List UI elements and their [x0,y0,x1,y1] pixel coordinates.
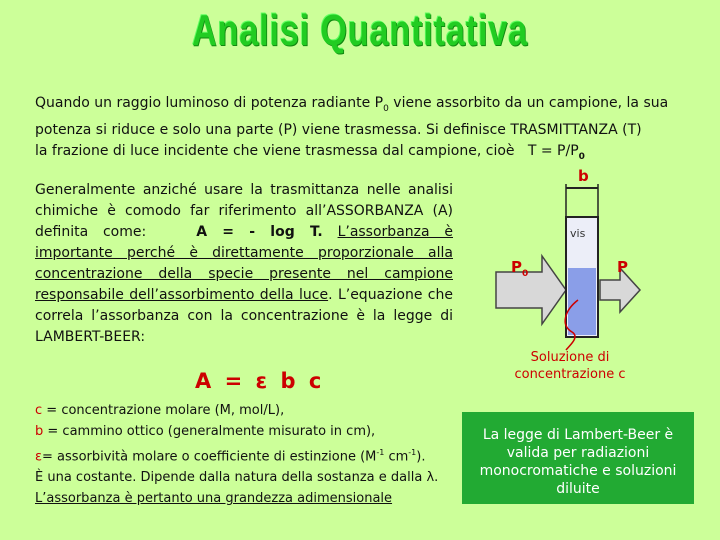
assorbanza-term: ASSORBANZA [326,203,424,219]
def-epsilon-text-b: cm [384,449,409,465]
incident-power-label [511,258,528,279]
transmitted-power-label: P [617,258,628,276]
page-title: Analisi Quantitativa [191,6,528,55]
def-epsilon-text-c: ). [416,449,426,465]
p3-text-a: L’equazione che correla l’assorbanza con la concentrazione è la legge di [35,287,453,324]
p1-text-a: Generalmente anziché usare la trasmittanza nelle analisi chimiche è comodo far riferimento all’ [35,182,453,219]
solution-label: Soluzione di concentrazione c [514,350,626,382]
incident-light-arrow [496,256,566,324]
proportionality-statement: L’assorbanza è importante perché è direttamente proporzionale alla concentrazione della specie presente nel campione responsabile dell’assorbimento della luce [35,224,453,303]
path-length-label: b [578,167,589,185]
intro-line1-b: viene assorbito da un campione, la sua [388,95,669,111]
def-c-symbol: c [35,403,43,418]
intro-line2-a: potenza si riduce e solo una parte (P) viene trasmessa. Si definisce [35,121,511,138]
lambert-beer-validity-box: La legge di Lambert-Beer è valida per radiazioni monocromatiche e soluzioni diluite [462,412,694,504]
def-epsilon-text-a: = assorbività molare o coefficiente di estinzione (M [42,449,377,465]
p0-letter: P [511,258,522,276]
lambert-beer-term: LAMBERT-BEER [35,329,141,345]
intro-line1-a: Quando un raggio luminoso di potenza radiante P [35,95,384,111]
p0-sub: 0 [522,269,529,279]
transmittance-formula: T = P/P [527,142,579,159]
def-b-symbol: b [35,424,44,439]
intro-line3-a: la frazione di luce incidente che viene trasmessa dal campione, cioè [35,142,515,159]
intro-line2-b: (T) [617,121,642,138]
p1-text-b: (A) definita come: [35,203,453,240]
trasmittanza-term: TRASMITTANZA [510,121,618,138]
absorbance-formula: A = - log T. [196,224,323,240]
formula-subscript: 0 [578,151,585,162]
solution-fill [568,268,596,335]
def-epsilon-sup1: -1 [376,448,385,457]
p2-end: . [328,287,333,303]
def-b-text: = cammino ottico (generalmente misurato in cm), [43,424,376,439]
def-epsilon-symbol: ε [35,449,43,465]
p3-text-b: : [140,329,146,345]
vis-label: vis [570,227,586,240]
def-constant-note: È una costante. Dipende dalla natura della sostanza e dalla λ. [35,470,439,486]
def-epsilon-sup2: -1 [408,448,417,457]
lambert-beer-formula: A = ε b c [195,369,325,393]
def-c-text: = concentrazione molare (M, mol/L), [42,403,285,418]
p0-subscript: 0 [383,103,389,114]
def-dimensionless-note: L’assorbanza è pertanto una grandezza adimensionale [35,491,393,507]
